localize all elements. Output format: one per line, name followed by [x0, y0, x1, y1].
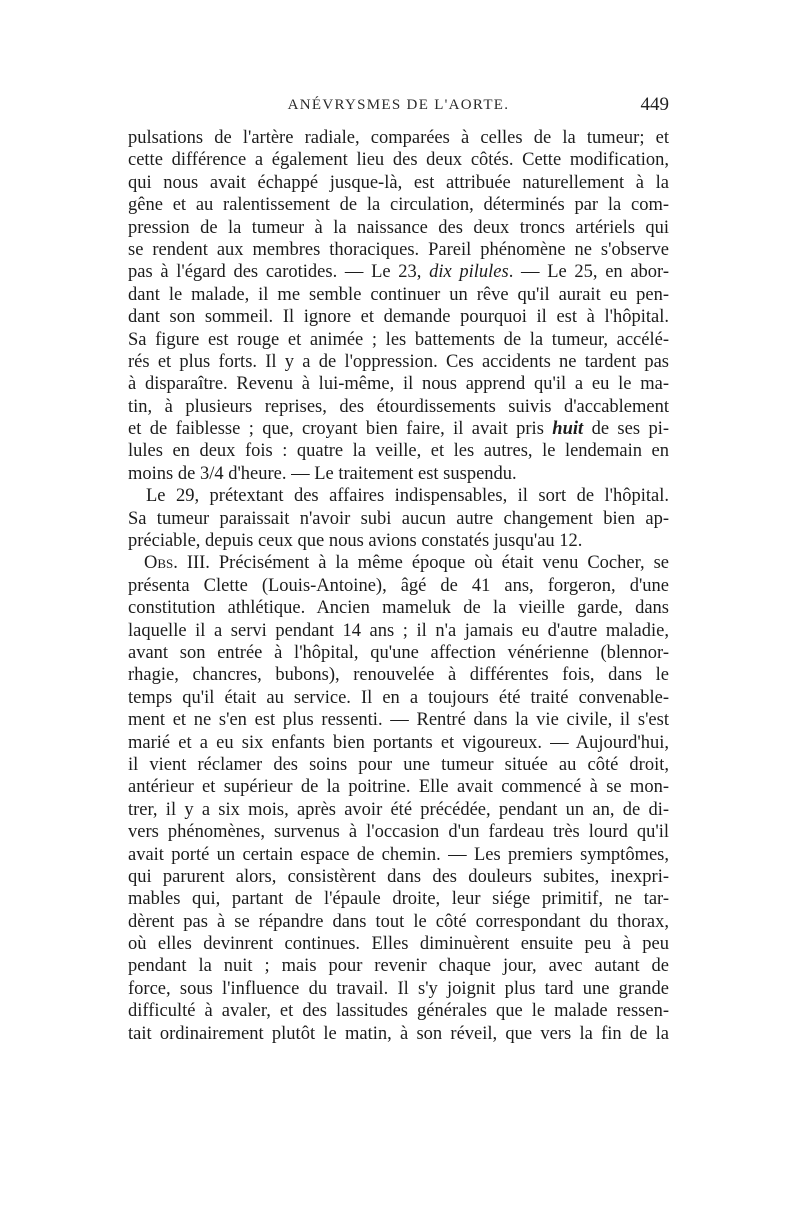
text-line: force, sous l'influence du travail. Il s'y joignit plus tard une grande: [128, 978, 669, 999]
text-line: pression de la tumeur à la naissance des deux troncs artériels qui: [128, 217, 669, 238]
text-run: pas à l'égard des carotides. — Le 23,: [128, 262, 430, 283]
text-line: avant son entrée à l'hôpital, qu'une affection vénérienne (blennor-: [128, 642, 669, 663]
text-line: qui nous avait échappé jusque-là, est attribuée naturellement à la: [128, 172, 669, 193]
text-line: [128, 261, 669, 283]
text-line: gêne et au ralentissement de la circulation, déterminés par la com-: [128, 195, 669, 216]
text-line: se rendent aux membres thoraciques. Pareil phénomène ne s'observe: [128, 239, 669, 260]
text-line: rhagie, chancres, bubons), renouvelée à différentes fois, dans le: [128, 665, 669, 686]
page-number: 449: [640, 94, 669, 115]
text-run: et de faiblesse ; que, croyant bien faire, il avait pris: [128, 419, 553, 440]
text-line: pendant la nuit ; mais pour revenir chaque jour, avec autant de: [128, 956, 669, 977]
text-run: . — Le 25, en abor-: [508, 262, 670, 283]
text-line: [128, 418, 669, 440]
running-title: ANÉVRYSMES DE L'AORTE.: [287, 97, 510, 113]
text-line: moins de 3/4 d'heure. — Le traitement est suspendu.: [128, 463, 517, 484]
text-line: qui parurent alors, consistèrent dans des douleurs subites, inexpri-: [128, 866, 669, 887]
observation-label: Obs. III.: [144, 553, 210, 574]
text-line: lules en deux fois : quatre la veille, et les autres, le lendemain en: [128, 441, 669, 462]
text-line: préciable, depuis ceux que nous avions constatés jusqu'au 12.: [128, 531, 583, 552]
italic-run: dix pilules: [429, 262, 509, 283]
text-line: à disparaître. Revenu à lui-même, il nous apprend qu'il a eu le ma-: [128, 374, 669, 395]
text-line: antérieur et supérieur de la poitrine. Elle avait commencé à se mon-: [128, 777, 669, 798]
text-line: dant le malade, il me semble continuer un rêve qu'il aurait eu pen-: [128, 284, 669, 305]
text-line: difficulté à avaler, et des lassitudes générales que le malade ressen-: [128, 1001, 669, 1022]
text-line: trer, il y a six mois, après avoir été précédée, pendant un an, de di-: [128, 799, 669, 820]
text-line: présenta Clette (Louis-Antoine), âgé de 41 ans, forgeron, d'une: [128, 575, 669, 596]
text-line: vers phénomènes, survenus à l'occasion d'un fardeau très lourd qu'il: [128, 822, 669, 843]
text-line: temps qu'il était au service. Il en a toujours été traité convenable-: [128, 687, 669, 708]
text-line: constitution athlétique. Ancien mameluk de la vieille garde, dans: [128, 598, 669, 619]
text-line: tait ordinairement plutôt le matin, à son réveil, que vers la fin de la: [128, 1023, 669, 1044]
text-line: Sa tumeur paraissait n'avoir subi aucun autre changement bien ap-: [128, 508, 669, 529]
text-line: où elles devinrent continues. Elles diminuèrent ensuite peu à peu: [128, 934, 669, 955]
text-line: tin, à plusieurs reprises, des étourdissements suivis d'accablement: [128, 396, 669, 417]
body-text: [128, 127, 669, 1045]
text-line: [128, 552, 669, 574]
page-header: [128, 94, 669, 121]
text-line: pulsations de l'artère radiale, comparées à celles de la tumeur; et: [128, 128, 669, 148]
text-line: rés et plus forts. Il y a de l'oppression. Ces accidents ne tardent pas: [128, 351, 669, 372]
text-line: Le 29, prétextant des affaires indispensables, il sort de l'hôpital.: [146, 486, 669, 507]
italic-bold-run: huit: [552, 419, 584, 440]
text-line: marié et a eu six enfants bien portants et vigoureux. — Aujourd'hui,: [128, 732, 669, 753]
text-line: laquelle il a servi pendant 14 ans ; il n'a jamais eu d'autre maladie,: [128, 620, 669, 641]
text-run: de ses pi-: [583, 419, 669, 440]
text-line: ment et ne s'en est plus ressenti. — Rentré dans la vie civile, il s'est: [128, 710, 669, 731]
text-line: il vient réclamer des soins pour une tumeur située au côté droit,: [128, 754, 669, 775]
text-line: dant son sommeil. Il ignore et demande pourquoi il est à l'hôpital.: [128, 307, 669, 328]
text-line: mables qui, partant de l'épaule droite, leur siége primitif, ne tar-: [128, 889, 669, 910]
text-line: dèrent pas à se répandre dans tout le côté correspondant du thorax,: [128, 911, 669, 932]
text-line: cette différence a également lieu des deux côtés. Cette modification,: [128, 150, 669, 171]
text-line: Sa figure est rouge et animée ; les battements de la tumeur, accélé-: [128, 329, 669, 350]
text-line: avait porté un certain espace de chemin. — Les premiers symptômes,: [128, 844, 669, 865]
text-run: Précisément à la même époque où était venu Cocher, se: [209, 553, 669, 574]
